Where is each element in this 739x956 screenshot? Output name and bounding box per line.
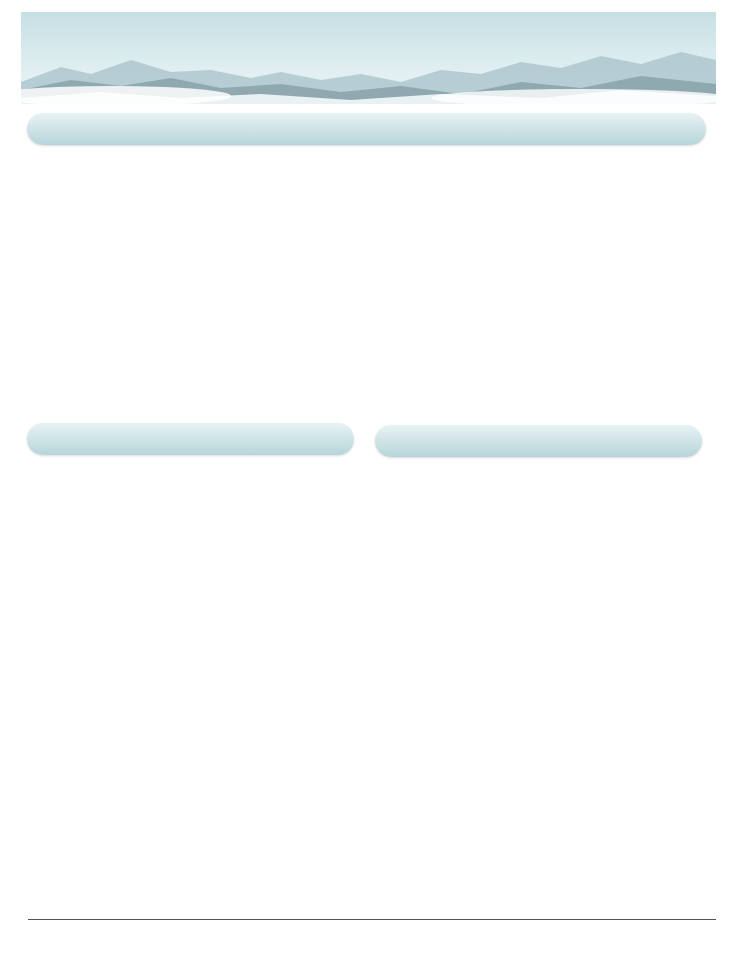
common-prayer-heading — [27, 113, 706, 145]
header-banner — [21, 12, 716, 104]
naseong-prayer-heading — [27, 423, 354, 455]
samseong-prayer-heading — [375, 425, 702, 457]
footer-divider — [28, 919, 716, 920]
mountain-background-image — [21, 12, 716, 104]
